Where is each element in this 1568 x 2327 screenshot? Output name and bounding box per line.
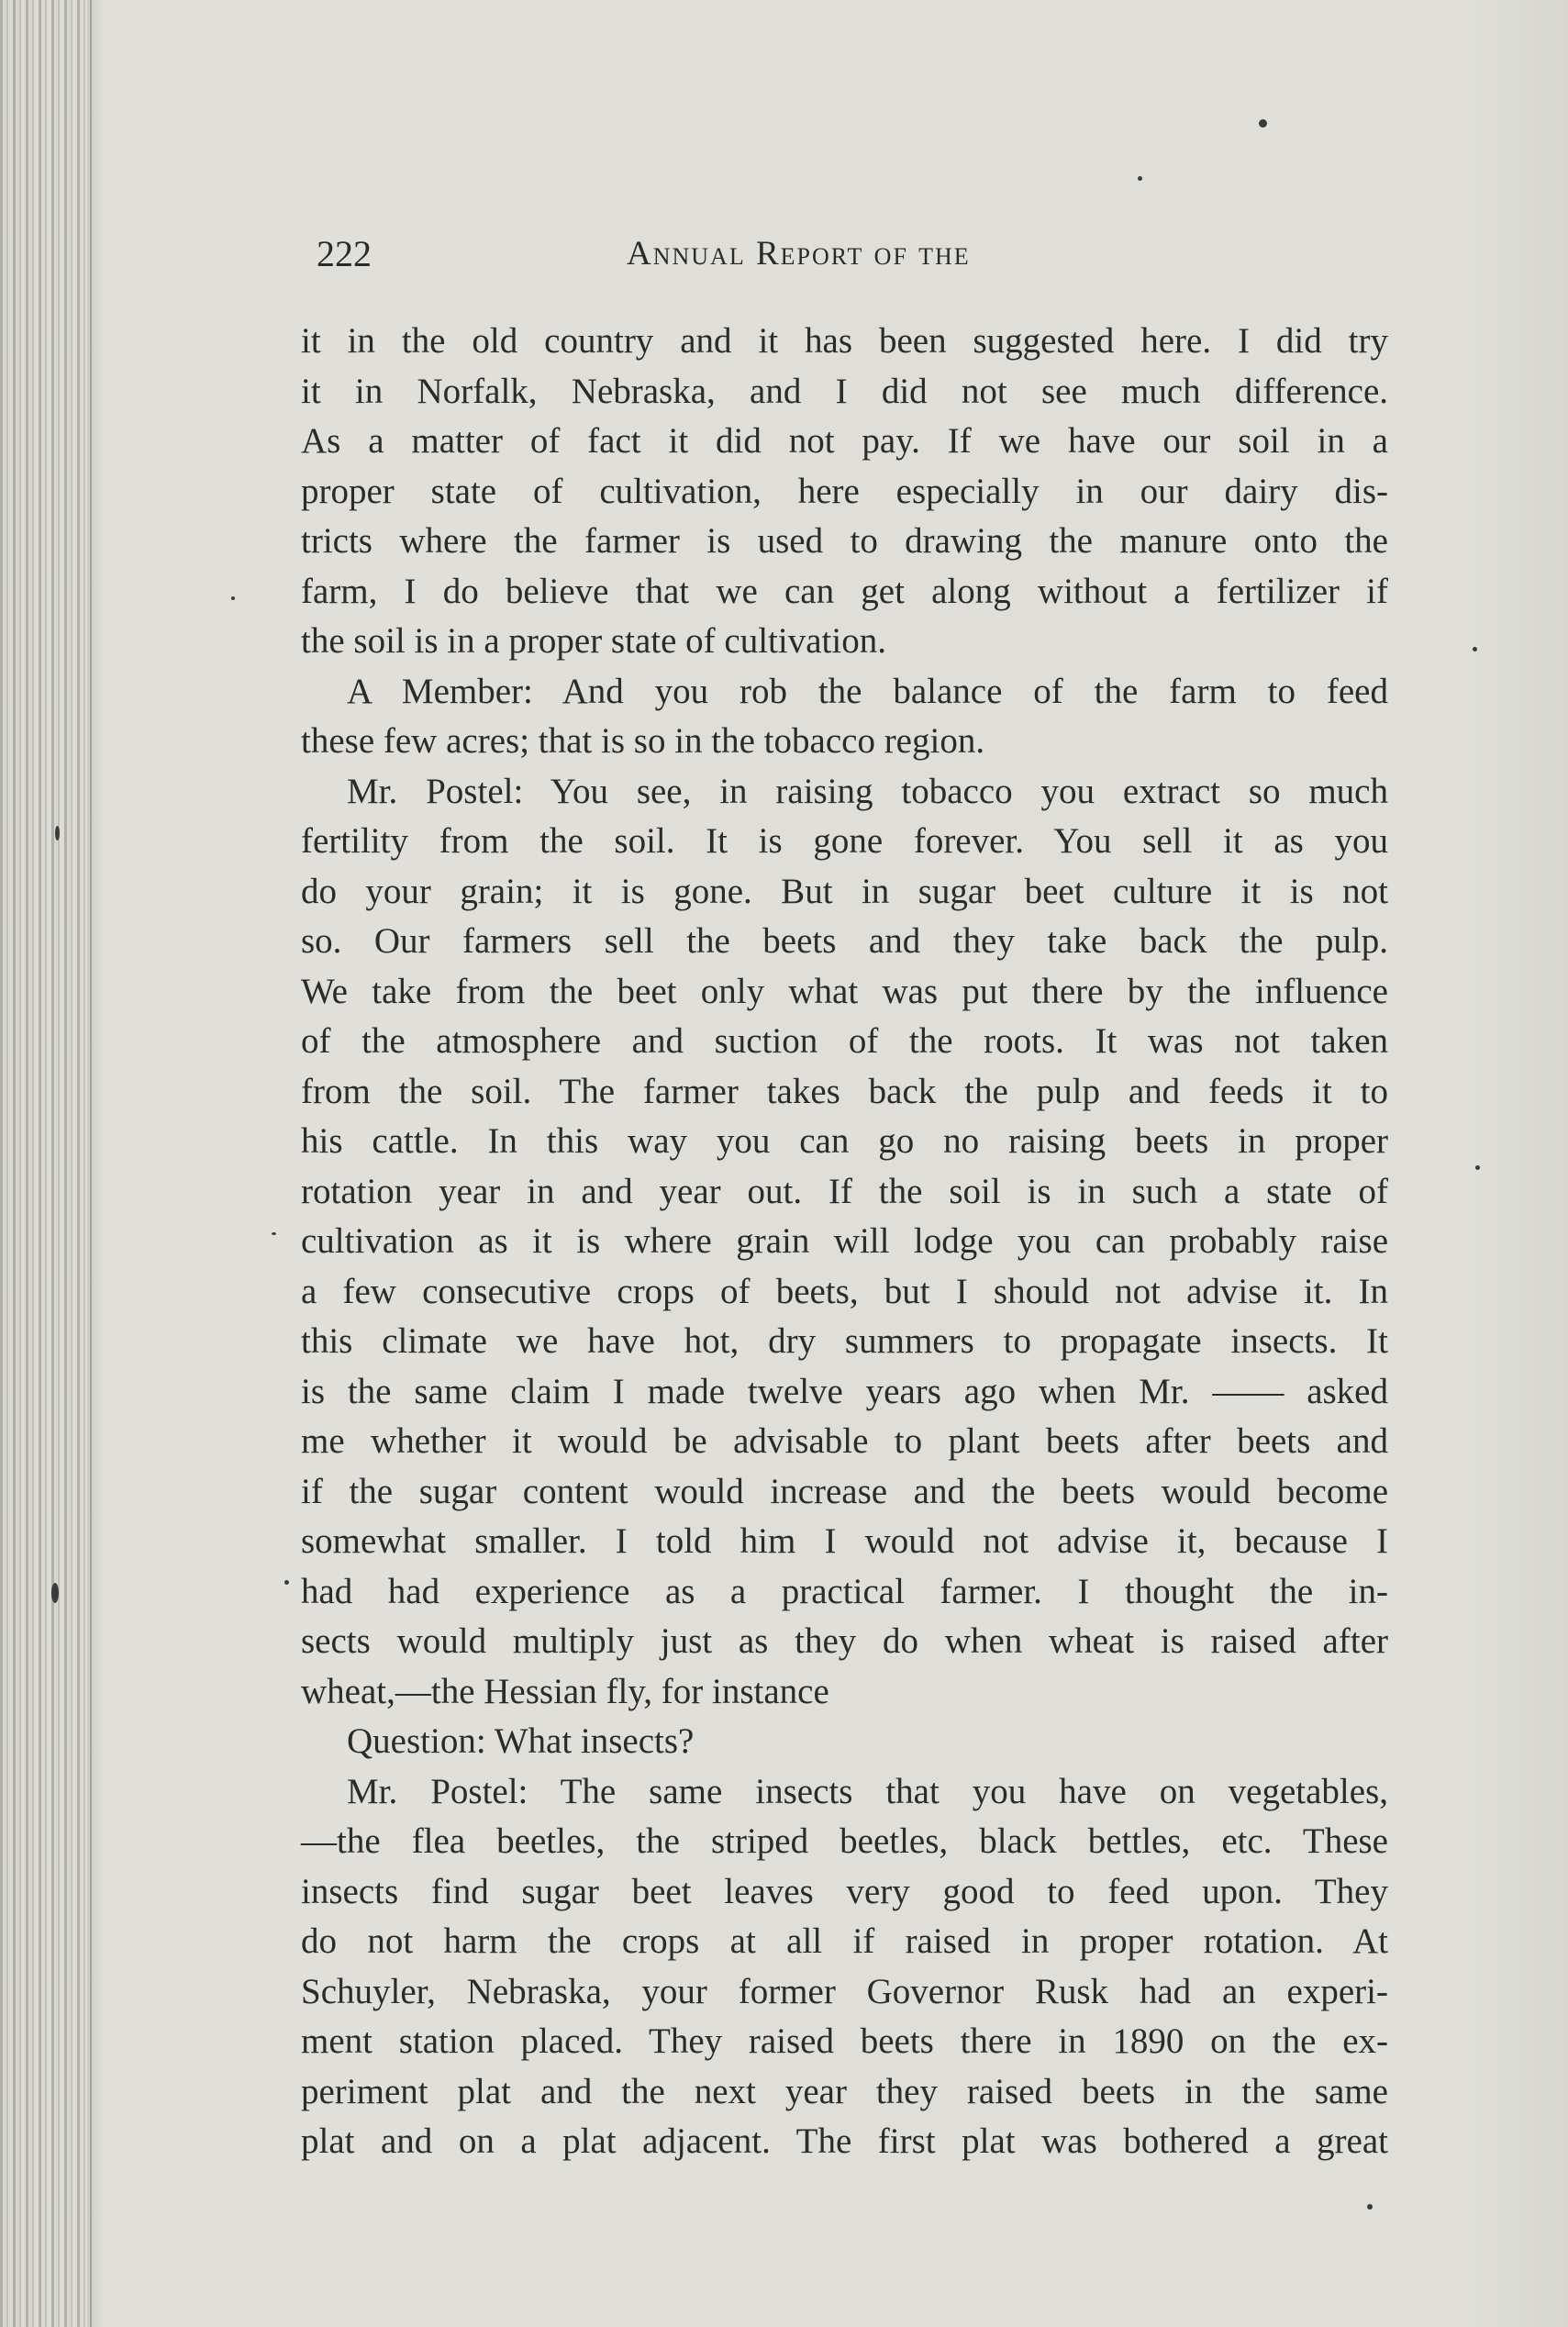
text-line: is the same claim I made twelve years ago when Mr. —— asked — [301, 1371, 1388, 1411]
text-line: Schuyler, Nebraska, your former Governor Rusk had an experi- — [301, 1971, 1388, 2011]
print-speck — [1473, 647, 1477, 651]
text-line: plat and on a plat adjacent. The first plat was bothered a great — [301, 2121, 1388, 2161]
binding-shadow — [87, 0, 106, 2327]
text-line: the soil is in a proper state of cultivation. — [301, 621, 886, 661]
print-speck — [1367, 2204, 1373, 2210]
text-line: me whether it would be advisable to plant beets after beets and — [301, 1421, 1388, 1461]
print-speck — [1138, 176, 1142, 181]
text-line: farm, I do believe that we can get along without a fertilizer if — [301, 571, 1388, 611]
text-line: of the atmosphere and suction of the roots. It was not taken — [301, 1021, 1388, 1061]
text-line: —the flea beetles, the striped beetles, black bettles, etc. These — [301, 1821, 1388, 1861]
text-line: A Member: And you rob the balance of the farm to feed — [347, 671, 1388, 711]
print-speck — [1259, 119, 1267, 128]
print-speck — [55, 826, 60, 841]
print-speck — [272, 1232, 276, 1235]
text-line: Mr. Postel: You see, in raising tobacco you extract so much — [347, 771, 1388, 811]
print-speck — [231, 596, 235, 600]
text-line: this climate we have hot, dry summers to propagate insects. It — [301, 1321, 1388, 1361]
text-line: Question: What insects? — [347, 1721, 695, 1761]
text-line: it in Norfalk, Nebraska, and I did not see much difference. — [301, 371, 1388, 411]
text-line: Mr. Postel: The same insects that you have on vegetables, — [347, 1771, 1388, 1811]
text-line: these few acres; that is so in the tobacco region. — [301, 721, 985, 761]
text-line: ment station placed. They raised beets there in 1890 on the ex- — [301, 2021, 1388, 2061]
text-line: so. Our farmers sell the beets and they take back the pulp. — [301, 921, 1388, 961]
body-text — [301, 317, 1388, 2167]
text-line: proper state of cultivation, here especially in our dairy dis- — [301, 471, 1388, 511]
text-line: it in the old country and it has been suggested here. I did try — [301, 321, 1388, 361]
page-number: 222 — [317, 233, 372, 274]
page-header — [317, 232, 1344, 278]
text-line: cultivation as it is where grain will lodge you can probably raise — [301, 1221, 1388, 1261]
print-speck — [51, 1583, 59, 1603]
text-line: fertility from the soil. It is gone forever. You sell it as you — [301, 821, 1388, 861]
text-line: somewhat smaller. I told him I would not advise it, because I — [301, 1521, 1388, 1561]
print-speck — [284, 1580, 289, 1585]
text-line: tricts where the farmer is used to drawing the manure onto the — [301, 521, 1388, 561]
text-line: As a matter of fact it did not pay. If we have our soil in a — [301, 421, 1388, 461]
print-speck — [1475, 1165, 1480, 1170]
book-binding-edge — [0, 0, 92, 2327]
text-line: if the sugar content would increase and the beets would become — [301, 1471, 1388, 1511]
text-line: insects find sugar beet leaves very good to feed upon. They — [301, 1871, 1388, 1911]
text-line: periment plat and the next year they raised beets in the same — [301, 2071, 1388, 2111]
running-head: Annual Report of the — [627, 235, 971, 273]
text-line: from the soil. The farmer takes back the pulp and feeds it to — [301, 1071, 1388, 1111]
text-line: rotation year in and year out. If the soil is in such a state of — [301, 1171, 1388, 1211]
text-line: sects would multiply just as they do when wheat is raised after — [301, 1621, 1388, 1661]
text-line: do your grain; it is gone. But in sugar beet culture it is not — [301, 871, 1388, 911]
text-line: his cattle. In this way you can go no raising beets in proper — [301, 1121, 1388, 1161]
text-line: do not harm the crops at all if raised in proper rotation. At — [301, 1921, 1388, 1961]
text-line: We take from the beet only what was put there by the influence — [301, 971, 1388, 1011]
text-line: had had experience as a practical farmer. I thought the in- — [301, 1571, 1388, 1611]
text-line: a few consecutive crops of beets, but I should not advise it. In — [301, 1271, 1388, 1311]
text-line: wheat,—the Hessian fly, for instance — [301, 1671, 829, 1711]
